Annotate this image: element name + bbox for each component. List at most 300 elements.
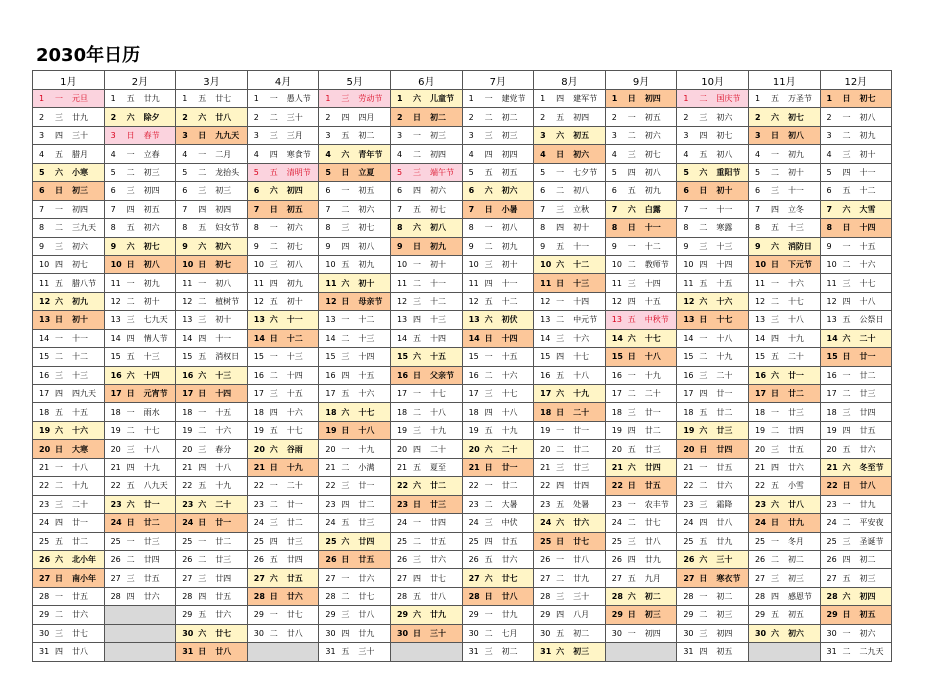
day-cell[interactable] <box>390 587 462 605</box>
day-cell[interactable] <box>462 237 534 255</box>
day-cell[interactable] <box>677 90 749 108</box>
day-cell[interactable] <box>319 274 391 292</box>
day-cell[interactable] <box>319 458 391 476</box>
day-cell[interactable] <box>319 643 391 661</box>
day-cell[interactable] <box>462 311 534 329</box>
day-cell[interactable] <box>748 550 820 568</box>
day-cell[interactable] <box>677 145 749 163</box>
day-cell[interactable] <box>390 90 462 108</box>
day-cell[interactable] <box>176 440 248 458</box>
day-cell[interactable] <box>534 440 606 458</box>
day-cell[interactable] <box>176 477 248 495</box>
day-cell[interactable] <box>176 587 248 605</box>
day-cell[interactable] <box>390 421 462 439</box>
day-cell[interactable] <box>748 440 820 458</box>
day-cell[interactable] <box>677 587 749 605</box>
day-cell[interactable] <box>390 624 462 642</box>
day-cell[interactable] <box>319 200 391 218</box>
day-cell[interactable] <box>33 126 105 144</box>
day-cell[interactable] <box>104 385 176 403</box>
day-cell[interactable] <box>319 624 391 642</box>
day-cell[interactable] <box>534 514 606 532</box>
day-cell[interactable] <box>820 385 892 403</box>
day-cell[interactable] <box>462 385 534 403</box>
day-cell[interactable] <box>462 200 534 218</box>
day-cell[interactable] <box>33 329 105 347</box>
day-cell[interactable] <box>462 366 534 384</box>
day-cell[interactable] <box>748 403 820 421</box>
day-cell[interactable] <box>104 329 176 347</box>
day-cell[interactable] <box>605 255 677 273</box>
day-cell[interactable] <box>319 311 391 329</box>
day-cell[interactable] <box>176 606 248 624</box>
day-cell[interactable] <box>748 569 820 587</box>
day-cell[interactable] <box>677 219 749 237</box>
day-cell[interactable] <box>462 292 534 310</box>
day-cell[interactable] <box>820 606 892 624</box>
day-cell[interactable] <box>462 182 534 200</box>
day-cell[interactable] <box>319 255 391 273</box>
day-cell[interactable] <box>319 421 391 439</box>
day-cell[interactable] <box>33 477 105 495</box>
day-cell[interactable] <box>820 311 892 329</box>
day-cell[interactable] <box>677 403 749 421</box>
day-cell[interactable] <box>33 532 105 550</box>
day-cell[interactable] <box>104 495 176 513</box>
day-cell[interactable] <box>104 587 176 605</box>
day-cell[interactable] <box>247 348 319 366</box>
day-cell[interactable] <box>462 219 534 237</box>
day-cell[interactable] <box>462 329 534 347</box>
day-cell[interactable] <box>319 532 391 550</box>
day-cell[interactable] <box>605 274 677 292</box>
day-cell[interactable] <box>462 90 534 108</box>
day-cell[interactable] <box>748 477 820 495</box>
day-cell[interactable] <box>319 477 391 495</box>
day-cell[interactable] <box>247 311 319 329</box>
day-cell[interactable] <box>534 200 606 218</box>
day-cell[interactable] <box>390 385 462 403</box>
day-cell[interactable] <box>534 477 606 495</box>
day-cell[interactable] <box>820 440 892 458</box>
day-cell[interactable] <box>390 403 462 421</box>
day-cell[interactable] <box>390 182 462 200</box>
day-cell[interactable] <box>33 108 105 126</box>
day-cell[interactable] <box>33 643 105 661</box>
day-cell[interactable] <box>748 200 820 218</box>
day-cell[interactable] <box>534 237 606 255</box>
day-cell[interactable] <box>319 385 391 403</box>
day-cell[interactable] <box>677 292 749 310</box>
day-cell[interactable] <box>247 366 319 384</box>
day-cell[interactable] <box>390 348 462 366</box>
day-cell[interactable] <box>605 126 677 144</box>
day-cell[interactable] <box>176 403 248 421</box>
day-cell[interactable] <box>247 458 319 476</box>
day-cell[interactable] <box>319 550 391 568</box>
day-cell[interactable] <box>462 440 534 458</box>
day-cell[interactable] <box>33 440 105 458</box>
day-cell[interactable] <box>176 200 248 218</box>
day-cell[interactable] <box>462 532 534 550</box>
day-cell[interactable] <box>176 182 248 200</box>
day-cell[interactable] <box>748 163 820 181</box>
day-cell[interactable] <box>748 587 820 605</box>
day-cell[interactable] <box>462 606 534 624</box>
day-cell[interactable] <box>820 348 892 366</box>
day-cell[interactable] <box>319 126 391 144</box>
day-cell[interactable] <box>677 329 749 347</box>
day-cell[interactable] <box>176 495 248 513</box>
day-cell[interactable] <box>462 274 534 292</box>
day-cell[interactable] <box>104 514 176 532</box>
day-cell[interactable] <box>319 403 391 421</box>
day-cell[interactable] <box>247 329 319 347</box>
day-cell[interactable] <box>33 200 105 218</box>
day-cell[interactable] <box>820 292 892 310</box>
day-cell[interactable] <box>104 550 176 568</box>
day-cell[interactable] <box>748 624 820 642</box>
day-cell[interactable] <box>176 348 248 366</box>
day-cell[interactable] <box>820 643 892 661</box>
day-cell[interactable] <box>677 348 749 366</box>
day-cell[interactable] <box>247 514 319 532</box>
day-cell[interactable] <box>33 514 105 532</box>
day-cell[interactable] <box>247 532 319 550</box>
day-cell[interactable] <box>33 421 105 439</box>
day-cell[interactable] <box>534 219 606 237</box>
day-cell[interactable] <box>104 311 176 329</box>
day-cell[interactable] <box>33 90 105 108</box>
day-cell[interactable] <box>462 643 534 661</box>
day-cell[interactable] <box>319 569 391 587</box>
day-cell[interactable] <box>176 90 248 108</box>
day-cell[interactable] <box>605 329 677 347</box>
day-cell[interactable] <box>605 587 677 605</box>
day-cell[interactable] <box>820 550 892 568</box>
day-cell[interactable] <box>605 477 677 495</box>
day-cell[interactable] <box>33 274 105 292</box>
day-cell[interactable] <box>319 108 391 126</box>
day-cell[interactable] <box>534 495 606 513</box>
day-cell[interactable] <box>390 458 462 476</box>
day-cell[interactable] <box>247 237 319 255</box>
day-cell[interactable] <box>605 237 677 255</box>
day-cell[interactable] <box>319 90 391 108</box>
day-cell[interactable] <box>677 126 749 144</box>
day-cell[interactable] <box>319 514 391 532</box>
day-cell[interactable] <box>247 421 319 439</box>
day-cell[interactable] <box>33 145 105 163</box>
day-cell[interactable] <box>33 182 105 200</box>
day-cell[interactable] <box>748 145 820 163</box>
day-cell[interactable] <box>605 292 677 310</box>
day-cell[interactable] <box>176 163 248 181</box>
day-cell[interactable] <box>104 90 176 108</box>
day-cell[interactable] <box>820 219 892 237</box>
day-cell[interactable] <box>534 90 606 108</box>
day-cell[interactable] <box>534 587 606 605</box>
day-cell[interactable] <box>319 237 391 255</box>
day-cell[interactable] <box>462 163 534 181</box>
day-cell[interactable] <box>748 126 820 144</box>
day-cell[interactable] <box>820 458 892 476</box>
day-cell[interactable] <box>104 421 176 439</box>
day-cell[interactable] <box>247 126 319 144</box>
day-cell[interactable] <box>605 163 677 181</box>
day-cell[interactable] <box>534 403 606 421</box>
day-cell[interactable] <box>605 348 677 366</box>
day-cell[interactable] <box>247 440 319 458</box>
day-cell[interactable] <box>390 440 462 458</box>
day-cell[interactable] <box>748 495 820 513</box>
day-cell[interactable] <box>247 108 319 126</box>
day-cell[interactable] <box>605 182 677 200</box>
day-cell[interactable] <box>33 569 105 587</box>
day-cell[interactable] <box>605 569 677 587</box>
day-cell[interactable] <box>534 421 606 439</box>
day-cell[interactable] <box>677 182 749 200</box>
day-cell[interactable] <box>319 163 391 181</box>
day-cell[interactable] <box>390 495 462 513</box>
day-cell[interactable] <box>534 532 606 550</box>
day-cell[interactable] <box>677 421 749 439</box>
day-cell[interactable] <box>104 163 176 181</box>
day-cell[interactable] <box>247 403 319 421</box>
day-cell[interactable] <box>390 569 462 587</box>
day-cell[interactable] <box>390 219 462 237</box>
day-cell[interactable] <box>176 569 248 587</box>
day-cell[interactable] <box>534 643 606 661</box>
day-cell[interactable] <box>820 421 892 439</box>
day-cell[interactable] <box>534 182 606 200</box>
day-cell[interactable] <box>176 385 248 403</box>
day-cell[interactable] <box>677 550 749 568</box>
day-cell[interactable] <box>104 108 176 126</box>
day-cell[interactable] <box>677 477 749 495</box>
day-cell[interactable] <box>462 108 534 126</box>
day-cell[interactable] <box>605 403 677 421</box>
day-cell[interactable] <box>247 477 319 495</box>
day-cell[interactable] <box>820 569 892 587</box>
day-cell[interactable] <box>677 274 749 292</box>
day-cell[interactable] <box>33 403 105 421</box>
day-cell[interactable] <box>247 569 319 587</box>
day-cell[interactable] <box>247 163 319 181</box>
day-cell[interactable] <box>462 550 534 568</box>
day-cell[interactable] <box>677 237 749 255</box>
day-cell[interactable] <box>104 348 176 366</box>
day-cell[interactable] <box>534 624 606 642</box>
day-cell[interactable] <box>748 348 820 366</box>
day-cell[interactable] <box>33 219 105 237</box>
day-cell[interactable] <box>748 514 820 532</box>
day-cell[interactable] <box>247 587 319 605</box>
day-cell[interactable] <box>33 624 105 642</box>
day-cell[interactable] <box>390 329 462 347</box>
day-cell[interactable] <box>534 292 606 310</box>
day-cell[interactable] <box>247 145 319 163</box>
day-cell[interactable] <box>319 329 391 347</box>
day-cell[interactable] <box>390 514 462 532</box>
day-cell[interactable] <box>677 255 749 273</box>
day-cell[interactable] <box>534 274 606 292</box>
day-cell[interactable] <box>176 126 248 144</box>
day-cell[interactable] <box>605 421 677 439</box>
day-cell[interactable] <box>247 255 319 273</box>
day-cell[interactable] <box>820 403 892 421</box>
day-cell[interactable] <box>820 90 892 108</box>
day-cell[interactable] <box>176 329 248 347</box>
day-cell[interactable] <box>820 495 892 513</box>
day-cell[interactable] <box>176 255 248 273</box>
day-cell[interactable] <box>462 624 534 642</box>
day-cell[interactable] <box>605 366 677 384</box>
day-cell[interactable] <box>462 348 534 366</box>
day-cell[interactable] <box>390 108 462 126</box>
day-cell[interactable] <box>605 624 677 642</box>
day-cell[interactable] <box>247 200 319 218</box>
day-cell[interactable] <box>104 219 176 237</box>
day-cell[interactable] <box>390 237 462 255</box>
day-cell[interactable] <box>605 606 677 624</box>
day-cell[interactable] <box>319 145 391 163</box>
day-cell[interactable] <box>534 108 606 126</box>
day-cell[interactable] <box>390 532 462 550</box>
day-cell[interactable] <box>462 126 534 144</box>
day-cell[interactable] <box>319 606 391 624</box>
day-cell[interactable] <box>104 403 176 421</box>
day-cell[interactable] <box>33 587 105 605</box>
day-cell[interactable] <box>748 274 820 292</box>
day-cell[interactable] <box>605 514 677 532</box>
day-cell[interactable] <box>534 385 606 403</box>
day-cell[interactable] <box>677 606 749 624</box>
day-cell[interactable] <box>748 366 820 384</box>
day-cell[interactable] <box>820 255 892 273</box>
day-cell[interactable] <box>462 255 534 273</box>
day-cell[interactable] <box>677 108 749 126</box>
day-cell[interactable] <box>677 200 749 218</box>
day-cell[interactable] <box>247 182 319 200</box>
day-cell[interactable] <box>247 624 319 642</box>
day-cell[interactable] <box>176 292 248 310</box>
day-cell[interactable] <box>390 145 462 163</box>
day-cell[interactable] <box>33 550 105 568</box>
day-cell[interactable] <box>677 311 749 329</box>
day-cell[interactable] <box>390 126 462 144</box>
day-cell[interactable] <box>390 255 462 273</box>
day-cell[interactable] <box>390 163 462 181</box>
day-cell[interactable] <box>748 182 820 200</box>
day-cell[interactable] <box>319 219 391 237</box>
day-cell[interactable] <box>176 274 248 292</box>
day-cell[interactable] <box>319 440 391 458</box>
day-cell[interactable] <box>176 514 248 532</box>
day-cell[interactable] <box>534 348 606 366</box>
day-cell[interactable] <box>605 440 677 458</box>
day-cell[interactable] <box>176 458 248 476</box>
day-cell[interactable] <box>820 514 892 532</box>
day-cell[interactable] <box>462 514 534 532</box>
day-cell[interactable] <box>319 495 391 513</box>
day-cell[interactable] <box>104 477 176 495</box>
day-cell[interactable] <box>33 458 105 476</box>
day-cell[interactable] <box>677 366 749 384</box>
day-cell[interactable] <box>748 219 820 237</box>
day-cell[interactable] <box>104 182 176 200</box>
day-cell[interactable] <box>176 421 248 439</box>
day-cell[interactable] <box>176 108 248 126</box>
day-cell[interactable] <box>748 329 820 347</box>
day-cell[interactable] <box>390 606 462 624</box>
day-cell[interactable] <box>33 237 105 255</box>
day-cell[interactable] <box>33 385 105 403</box>
day-cell[interactable] <box>104 126 176 144</box>
day-cell[interactable] <box>104 569 176 587</box>
day-cell[interactable] <box>605 495 677 513</box>
day-cell[interactable] <box>677 163 749 181</box>
day-cell[interactable] <box>462 403 534 421</box>
day-cell[interactable] <box>605 458 677 476</box>
day-cell[interactable] <box>820 587 892 605</box>
day-cell[interactable] <box>677 624 749 642</box>
day-cell[interactable] <box>820 274 892 292</box>
day-cell[interactable] <box>462 458 534 476</box>
day-cell[interactable] <box>319 182 391 200</box>
day-cell[interactable] <box>748 255 820 273</box>
day-cell[interactable] <box>462 421 534 439</box>
day-cell[interactable] <box>247 385 319 403</box>
day-cell[interactable] <box>176 550 248 568</box>
day-cell[interactable] <box>534 145 606 163</box>
day-cell[interactable] <box>390 311 462 329</box>
day-cell[interactable] <box>820 477 892 495</box>
day-cell[interactable] <box>605 108 677 126</box>
day-cell[interactable] <box>319 292 391 310</box>
day-cell[interactable] <box>820 163 892 181</box>
day-cell[interactable] <box>605 90 677 108</box>
day-cell[interactable] <box>748 90 820 108</box>
day-cell[interactable] <box>176 311 248 329</box>
day-cell[interactable] <box>820 145 892 163</box>
day-cell[interactable] <box>534 569 606 587</box>
day-cell[interactable] <box>462 477 534 495</box>
day-cell[interactable] <box>677 569 749 587</box>
day-cell[interactable] <box>104 458 176 476</box>
day-cell[interactable] <box>247 495 319 513</box>
day-cell[interactable] <box>748 292 820 310</box>
day-cell[interactable] <box>247 292 319 310</box>
day-cell[interactable] <box>677 514 749 532</box>
day-cell[interactable] <box>247 90 319 108</box>
day-cell[interactable] <box>677 495 749 513</box>
day-cell[interactable] <box>820 532 892 550</box>
day-cell[interactable] <box>462 569 534 587</box>
day-cell[interactable] <box>390 200 462 218</box>
day-cell[interactable] <box>33 311 105 329</box>
day-cell[interactable] <box>534 458 606 476</box>
day-cell[interactable] <box>677 440 749 458</box>
day-cell[interactable] <box>33 255 105 273</box>
day-cell[interactable] <box>462 587 534 605</box>
day-cell[interactable] <box>605 385 677 403</box>
day-cell[interactable] <box>820 108 892 126</box>
day-cell[interactable] <box>319 366 391 384</box>
day-cell[interactable] <box>677 532 749 550</box>
day-cell[interactable] <box>820 624 892 642</box>
day-cell[interactable] <box>462 495 534 513</box>
